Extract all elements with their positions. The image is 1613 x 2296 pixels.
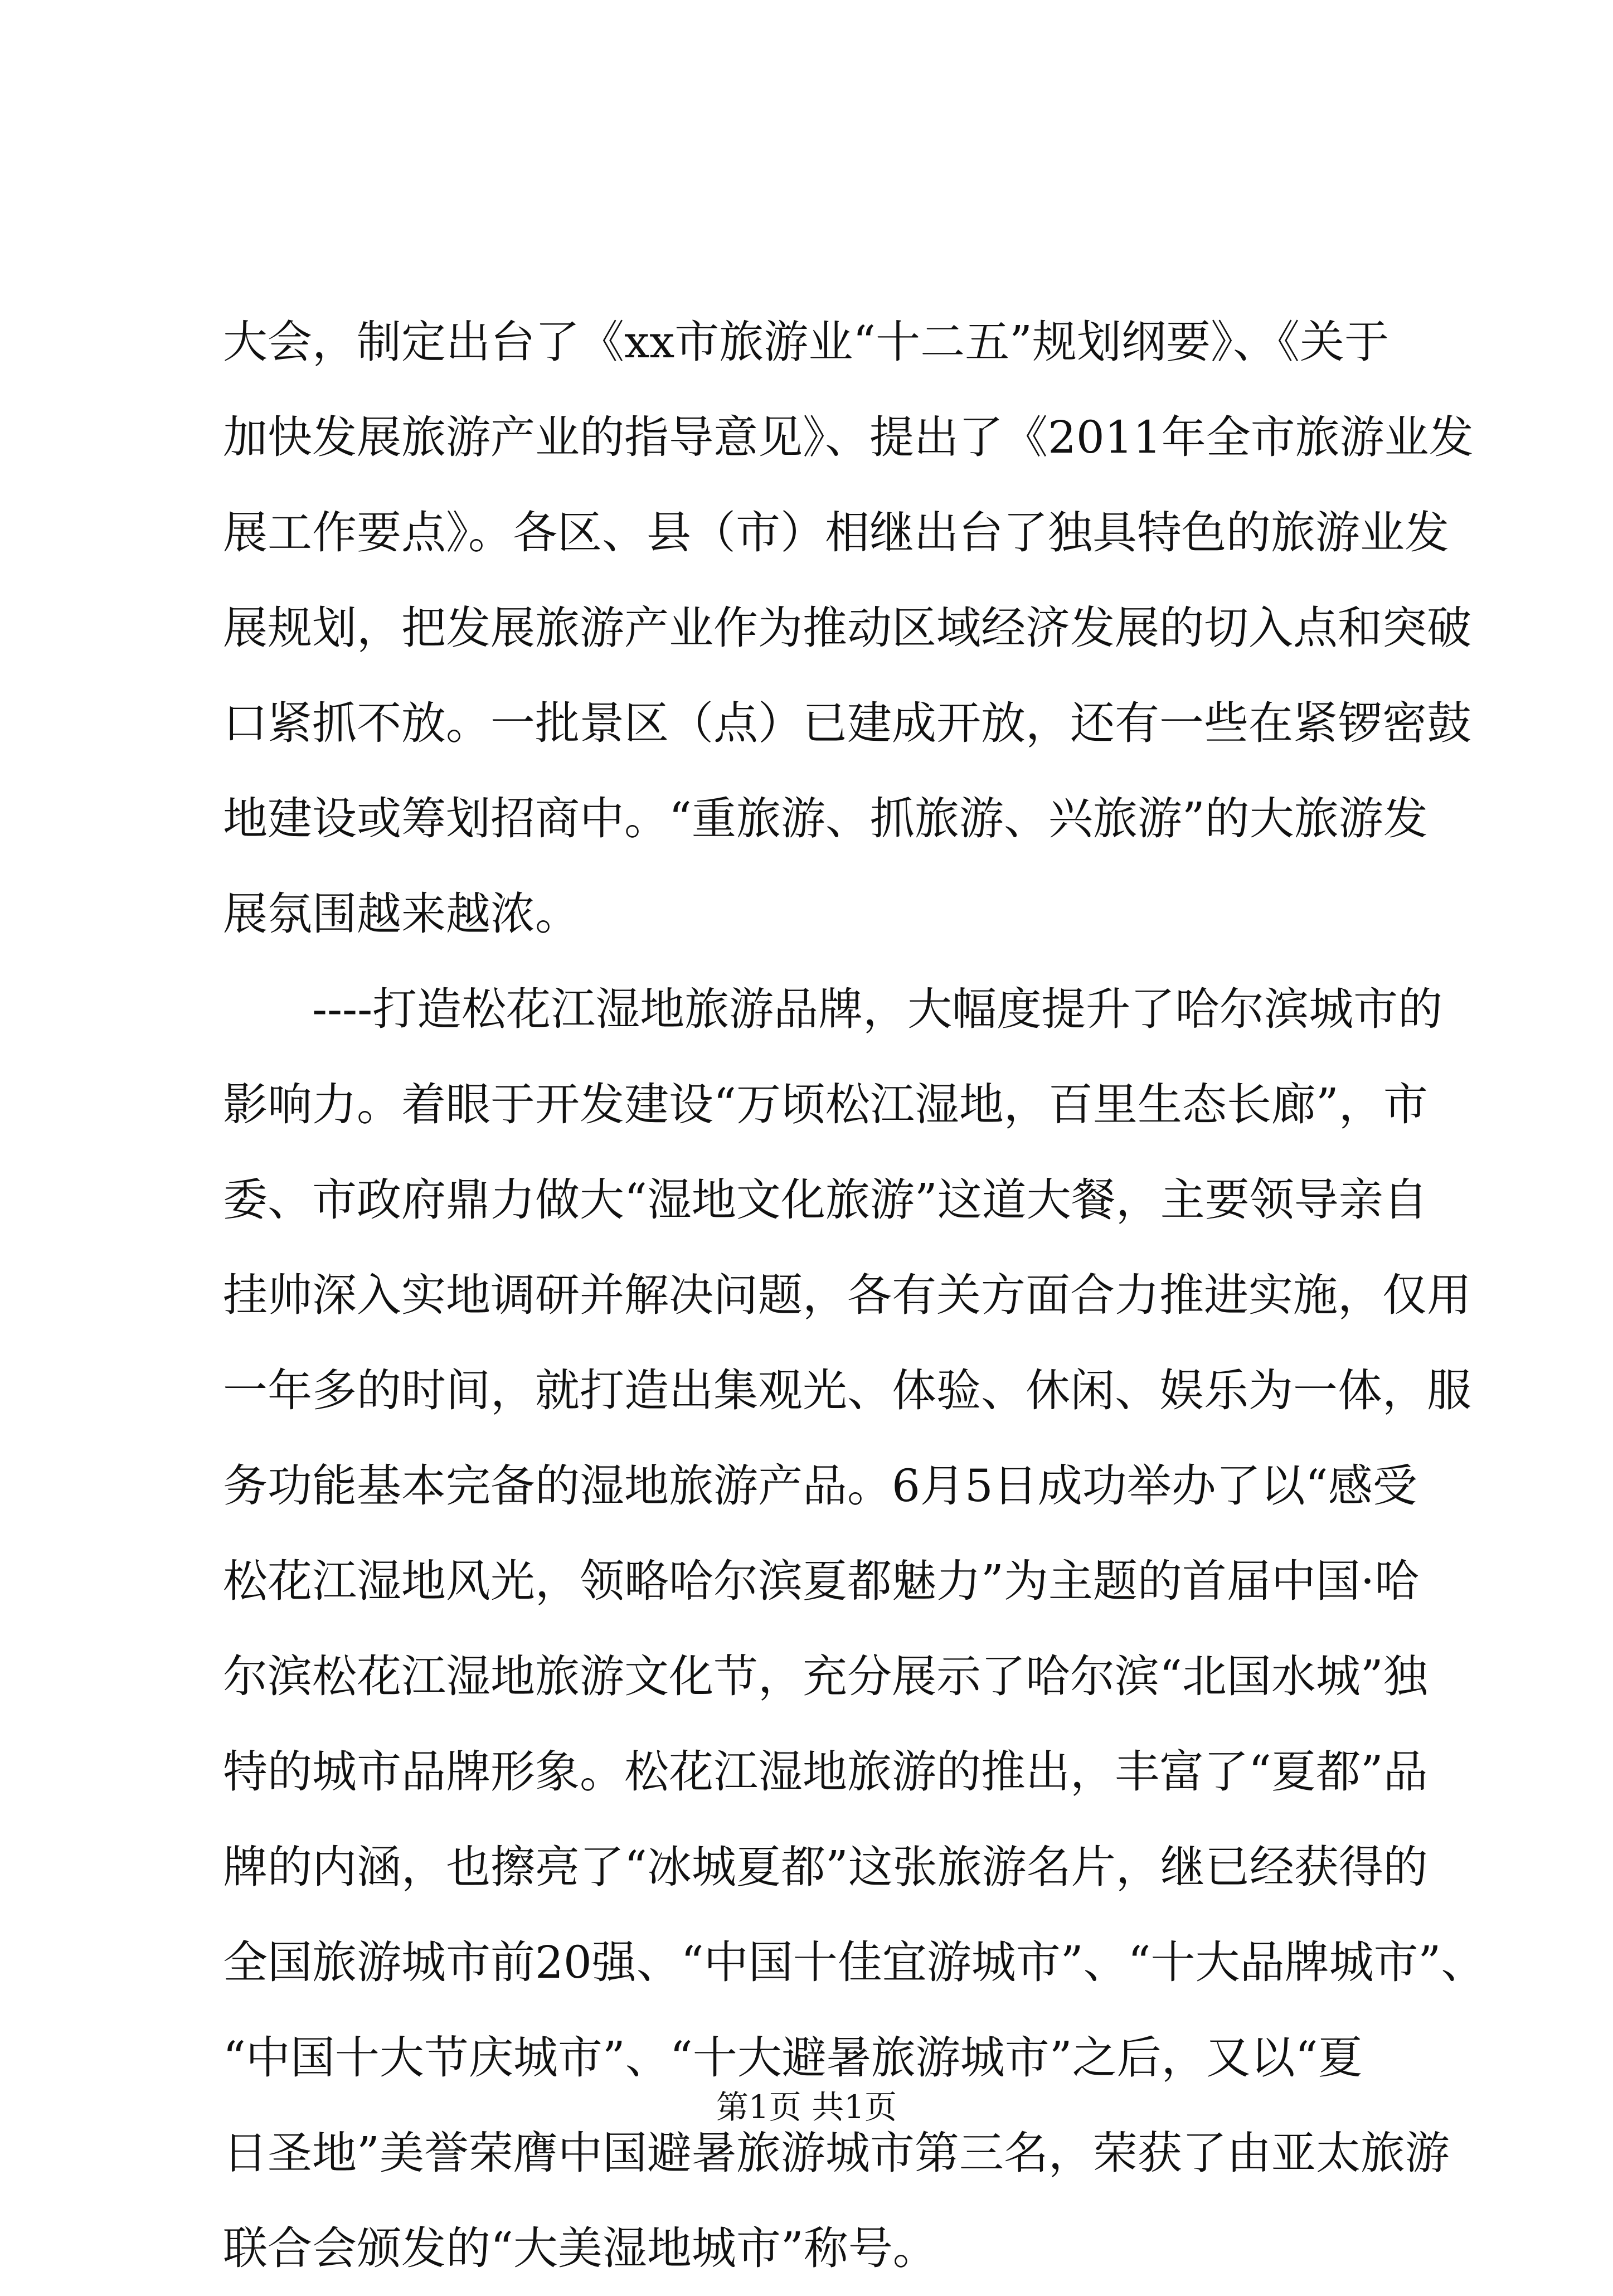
text-line: 地建设或筹划招商中。“重旅游、抓旅游、兴旅游”的大旅游发 — [223, 793, 1428, 844]
text-line: 加快发展旅游产业的指导意见》、提出了《2011年全市旅游业发 — [223, 411, 1474, 463]
text-line: 尔滨松花江湿地旅游文化节，充分展示了哈尔滨“北国水城”独 — [223, 1651, 1428, 1702]
text-line: 大会，制定出台了《xx市旅游业“十二五”规划纲要》、《关于 — [223, 316, 1389, 368]
text-line: 展规划，把发展旅游产业作为推动区域经济发展的切入点和突破 — [223, 602, 1471, 654]
text-line: ----打造松花江湿地旅游品牌，大幅度提升了哈尔滨城市的 — [223, 983, 1443, 1035]
text-line: 展工作要点》。各区、县（市）相继出台了独具特色的旅游业发 — [223, 507, 1449, 559]
text-line: 日圣地”美誉荣膺中国避暑旅游城市第三名，荣获了由亚太旅游 — [223, 2127, 1450, 2179]
text-line: 松花江湿地风光，领略哈尔滨夏都魅力”为主题的首届中国·哈 — [223, 1555, 1420, 1607]
text-line: 口紧抓不放。一批景区（点）已建成开放，还有一些在紧锣密鼓 — [223, 697, 1471, 749]
text-line: 联合会颁发的“大美湿地城市”称号。 — [223, 2222, 937, 2274]
text-line: “中国十大节庆城市”、“十大避暑旅游城市”之后，又以“夏 — [223, 2032, 1363, 2084]
text-line: 全国旅游城市前20强、“中国十佳宜游城市”、“十大品牌城市”、 — [223, 1936, 1486, 1988]
text-line: 挂帅深入实地调研并解决问题，各有关方面合力推进实施，仅用 — [223, 1269, 1471, 1321]
text-line: 务功能基本完备的湿地旅游产品。6月5日成功举办了以“感受 — [223, 1460, 1417, 1512]
body-text — [223, 294, 1486, 2296]
text-line: 一年多的时间，就打造出集观光、体验、休闲、娱乐为一体，服 — [223, 1365, 1471, 1416]
text-line: 影响力。着眼于开发建设“万顷松江湿地，百里生态长廊”，市 — [223, 1079, 1428, 1130]
text-line: 特的城市品牌形象。松花江湿地旅游的推出，丰富了“夏都”品 — [223, 1746, 1428, 1798]
text-line: 展氛围越来越浓。 — [223, 888, 580, 940]
page-number-footer: 第1页 共1页 — [716, 2088, 897, 2126]
text-line: 牌的内涵，也擦亮了“冰城夏都”这张旅游名片，继已经获得的 — [223, 1841, 1428, 1893]
text-line: 委、市政府鼎力做大“湿地文化旅游”这道大餐，主要领导亲自 — [223, 1174, 1428, 1226]
